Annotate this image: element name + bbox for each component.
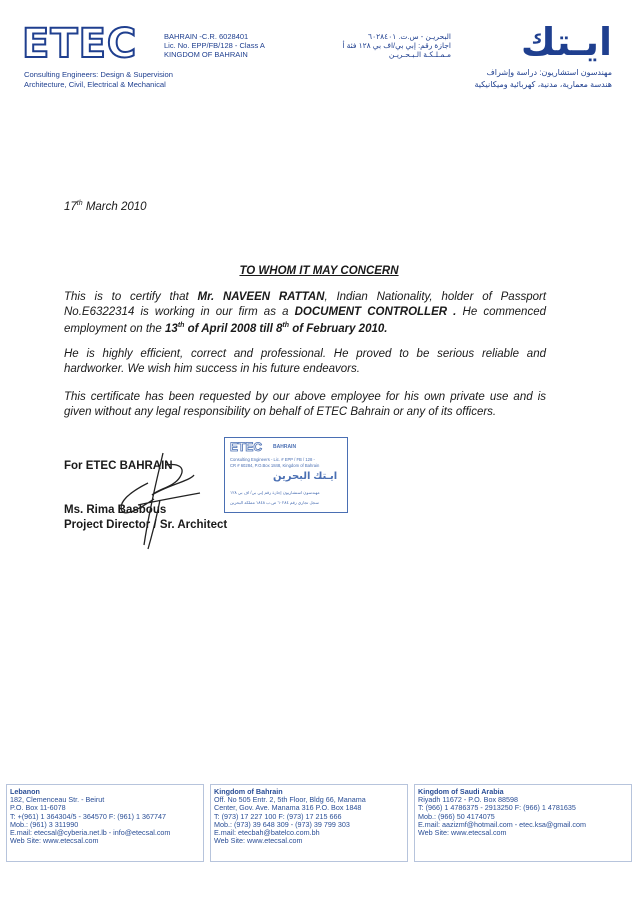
office-line: 182, Clemenceau Str. - Beirut — [10, 795, 105, 805]
tagline-en-2: Architecture, Civil, Electrical & Mechanical — [24, 80, 166, 89]
office-heading: Kingdom of Bahrain — [214, 787, 283, 796]
date-day: 17 — [64, 200, 77, 213]
company-stamp — [224, 437, 348, 513]
office-line: Off. No 505 Entr. 2, 5th Floor, Bldg 66, Manama — [214, 795, 366, 805]
reg-ar-line: البحريـن - س.ت. ٦٠٢٨٤٠١ — [368, 32, 451, 41]
date-suffix: th — [76, 200, 83, 207]
footer-office-lebanon — [6, 784, 204, 862]
letter-subject: TO WHOM IT MAY CONCERN — [239, 265, 399, 277]
p1-text: This is to certify that — [64, 291, 198, 303]
reg-ar-line: مـمـلـكـة الـبـحـريـن — [388, 50, 451, 59]
office-line: Web Site: www.etecsal.com — [214, 836, 303, 846]
office-heading: Lebanon — [10, 787, 40, 796]
stamp-arabic-logo: ايـتك البحرين — [273, 471, 338, 482]
employee-role: DOCUMENT CONTROLLER . — [294, 305, 457, 318]
disclaimer-paragraph: This certificate has been requested by our above employee for his own private use and is given without any legal responsibility on behalf of ETEC Bahrain or any of its officers. — [64, 391, 546, 418]
stamp-line: سجل تجاري رقم ٦٠٢٨٤ ص.ب ١٨٤٨ مملكة البحرين — [230, 500, 319, 505]
company-logo-ar: ايـتك — [520, 20, 612, 64]
letter-date — [64, 200, 147, 213]
office-line: T: +(961) 1 364304/5 - 364570 F: (961) 1 367747 — [10, 811, 167, 821]
stamp-line: CR # 60284, P.O.Box 1848, Kingdom of Bahrain — [230, 463, 320, 468]
office-line: Mob.: (973) 39 648 309 - (973) 39 799 303 — [214, 819, 350, 829]
signatory-name: Ms. Rima Basbous — [64, 504, 167, 516]
footer-office-saudi-arabia — [414, 784, 632, 862]
footer-office-bahrain — [210, 784, 408, 862]
employee-name: Mr. NAVEEN RATTAN — [197, 291, 325, 303]
registration-info-en — [164, 32, 265, 59]
tagline-en-1: Consulting Engineers: Design & Supervision — [24, 70, 174, 79]
tagline-ar-1: مهندسون استشاريون: دراسة وإشراف — [486, 68, 612, 77]
p1-text: , Indian Nationality, holder of Passport No.E6322314 is working in our firm as a — [64, 291, 547, 318]
handwritten-signature — [108, 445, 208, 555]
start-date: 13th of April 2008 till 8th of February 2010. — [165, 322, 388, 335]
stamp-line: Consulting Engineers - Lic. # EPP / FB / 128 - — [230, 457, 315, 462]
office-line: Mob.: (961) 3 311990 — [10, 819, 79, 829]
reg-ar-line: اجازة رقم: إبي بي/اف بي ١٢٨ فئة أ — [342, 41, 451, 50]
office-line: E.mail: aazizmf@hotmail.com - etec.ksa@gmail.com — [418, 819, 586, 829]
office-line: E.mail: etecbah@batelco.com.bh — [214, 828, 320, 838]
stamp-line: مهندسون استشاريون إجازة رقم إبي بي/ اف بي ١٢٨ — [230, 490, 320, 495]
company-logo-en: ETEC — [22, 21, 138, 67]
office-line: T: (966) 1 4786375 - 2913250 F: (966) 1 4781635 — [418, 803, 576, 813]
for-company-label: For ETEC BAHRAIN — [64, 460, 173, 472]
p1-text: He commenced employment on the — [64, 305, 546, 335]
registration-info-ar — [325, 32, 451, 59]
office-line: E.mail: etecsal@cyberia.net.lb - info@etecsal.com — [10, 828, 171, 838]
office-line: T: (973) 17 227 100 F: (973) 17 215 666 — [214, 811, 342, 821]
office-heading: Kingdom of Saudi Arabia — [418, 787, 504, 796]
office-line: Web Site: www.etecsal.com — [418, 828, 507, 838]
tagline-ar-2: هندسة معمارية، مدنية، كهربائية وميكانيكية — [474, 80, 612, 89]
office-line: Web Site: www.etecsal.com — [10, 836, 99, 846]
office-line: Riyadh 11672 - P.O. Box 88598 — [418, 795, 519, 805]
reg-en-line: Lic. No. EPP/FB/128 - Class A — [164, 41, 265, 50]
office-line: Center, Gov. Ave. Manama 316 P.O. Box 1848 — [214, 803, 362, 813]
stamp-logo: ETEC — [230, 440, 263, 454]
office-line: Mob.: (966) 50 4174075 — [418, 811, 495, 821]
reg-en-line: KINGDOM OF BAHRAIN — [164, 50, 248, 59]
office-line: P.O. Box 11-6078 — [10, 803, 66, 813]
date-month-year: March 2010 — [82, 200, 147, 213]
certification-paragraph — [64, 290, 546, 336]
stamp-country: BAHRAIN — [273, 444, 297, 450]
performance-paragraph: He is highly efficient, correct and professional. He proved to be serious reliable and hardworker. We wish him success in his future endeavors. — [64, 348, 546, 375]
signatory-title: Project Director / Sr. Architect — [64, 519, 228, 531]
reg-en-line: BAHRAIN -C.R. 6028401 — [164, 32, 249, 41]
